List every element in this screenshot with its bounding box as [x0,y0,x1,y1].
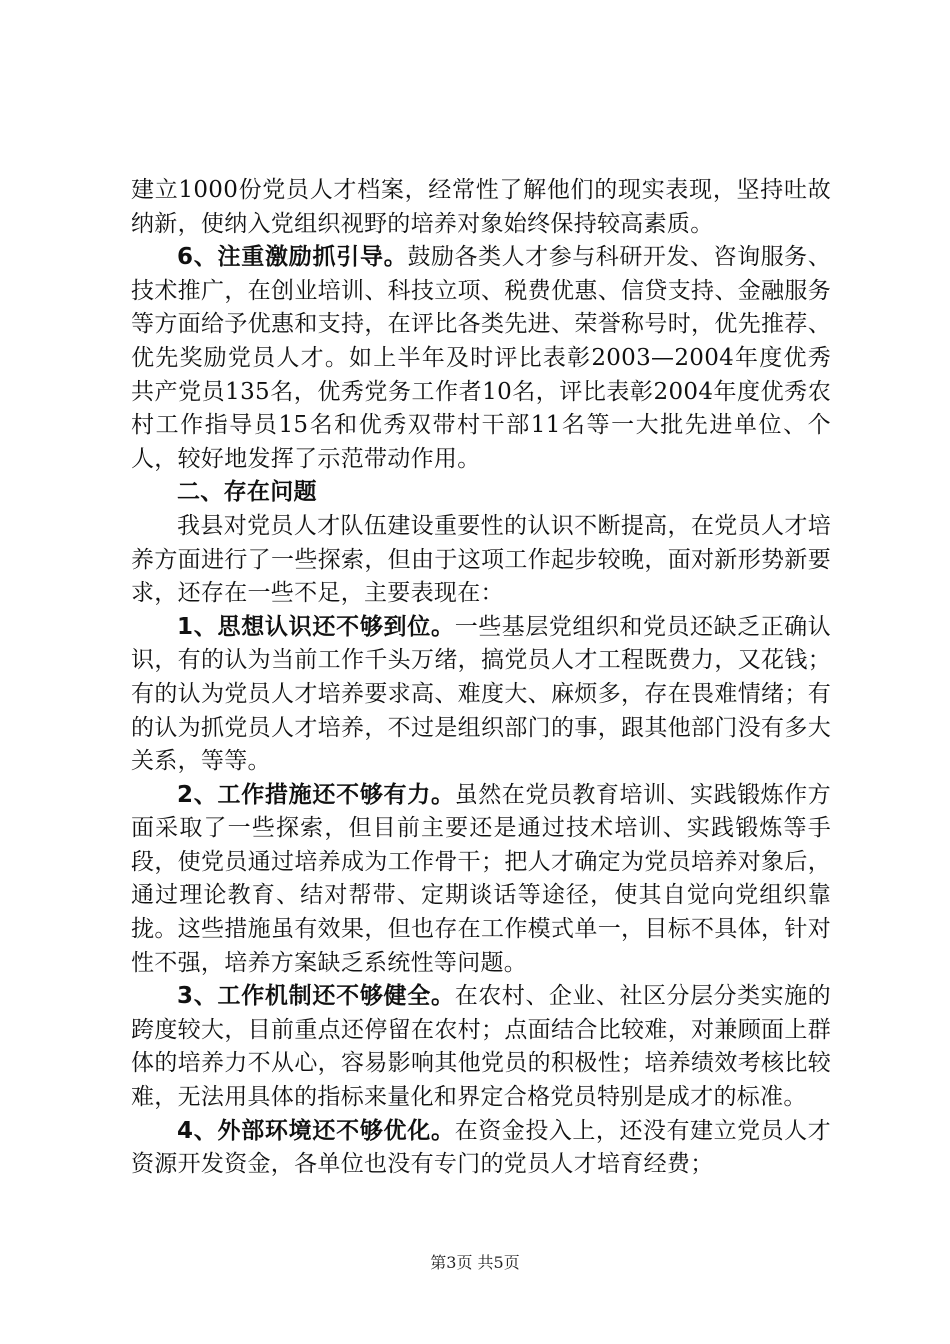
paragraph-issue-3 [131,980,831,1114]
paragraph-issue-4 [131,1115,831,1182]
paragraph-text: 虽然在党员教育培训、实践锻炼作方面采取了一些探索，但目前主要还是通过技术培训、实践锻炼等手段，使党员通过培养成为工作骨干；把人才确定为党员培养对象后，通过理论教育、结对帮带、定期谈话等途径，使其自觉向党组织靠拢。这些措施虽有效果，但也存在工作模式单一，目标不具体，针对性不强，培养方案缺乏系统性等问题。 [131,781,831,976]
paragraph-text: 在农村、企业、社区分层分类实施的跨度较大，目前重点还停留在农村；点面结合比较难，对兼顾面上群体的培养力不从心，容易影响其他党员的积极性；培养绩效考核比较难，无法用具体的指标来量化和界定合格党员特别是成才的标准。 [131,983,831,1111]
paragraph-lead: 6、注重激励抓引导。 [177,244,408,271]
document-body [131,174,831,1182]
paragraph-continuation [131,174,831,241]
paragraph-text: 在资金投入上，还没有建立党员人才资源开发资金，各单位也没有专门的党员人才培育经费； [131,1117,831,1178]
paragraph-issue-2 [131,779,831,981]
paragraph-lead: 3、工作机制还不够健全。 [177,983,455,1010]
page-footer: 第3页 共5页 [430,1253,520,1272]
paragraph-lead: 4、外部环境还不够优化。 [177,1117,455,1144]
paragraph-text: 我县对党员人才队伍建设重要性的认识不断提高，在党员人才培养方面进行了一些探索，但由于这项工作起步较晚，面对新形势新要求，还存在一些不足，主要表现在： [131,512,831,607]
paragraph-intro [131,510,831,611]
paragraph-lead: 2、工作措施还不够有力。 [177,781,455,808]
paragraph-incentive [131,241,831,476]
paragraph-lead: 1、思想认识还不够到位。 [177,613,455,640]
paragraph-text: 建立1000份党员人才档案，经常性了解他们的现实表现，坚持吐故纳新，使纳入党组织视野的培养对象始终保持较高素质。 [131,177,831,237]
section-heading: 二、存在问题 [177,479,317,506]
paragraph-issue-1 [131,611,831,779]
paragraph-text: 一些基层党组织和党员还缺乏正确认识，有的认为当前工作千头万绪，搞党员人才工程既费力，又花钱；有的认为党员人才培养要求高、难度大、麻烦多，存在畏难情绪；有的认为抓党员人才培养，不过是组织部门的事，跟其他部门没有多大关系，等等。 [131,613,831,775]
paragraph-text: 鼓励各类人才参与科研开发、咨询服务、技术推广，在创业培训、科技立项、税费优惠、信贷支持、金融服务等方面给予优惠和支持，在评比各类先进、荣誉称号时，优先推荐、优先奖励党员人才。如上半年及时评比表彰2003—2004年度优秀共产党员135名，优秀党务工作者10名，评比表彰2004年度优秀农村工作指导员15名和优秀双带村干部11名等一大批先进单位、个人，较好地发挥了示范带动作用。 [131,244,831,472]
